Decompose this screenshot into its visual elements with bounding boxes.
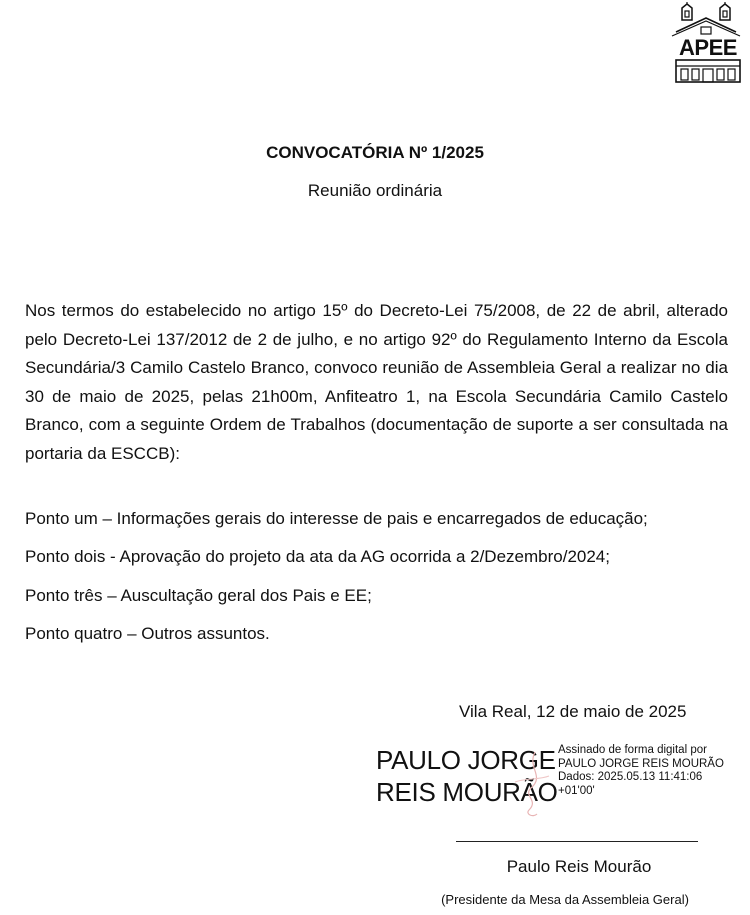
agenda-item: Ponto três – Auscultação geral dos Pais e EE; (25, 585, 372, 605)
agenda-item: Ponto dois - Aprovação do projeto da ata da AG ocorrida a 2/Dezembro/2024; (25, 547, 610, 567)
signature-line (456, 841, 698, 842)
signer-name: Paulo Reis Mourão (506, 857, 652, 876)
agenda-item: Ponto quatro – Outros assuntos. (25, 623, 270, 643)
apee-logo (668, 2, 748, 84)
logo-text: APEE (679, 35, 737, 60)
signature-detail-line: +01'00' (558, 784, 595, 797)
agenda-item: Ponto um – Informações gerais do interesse de pais e encarregados de educação; (25, 509, 648, 528)
signature-name-line2: REIS MOURÃO (376, 777, 558, 807)
place-date: Vila Real, 12 de maio de 2025 (459, 702, 687, 721)
digital-signature-details (558, 744, 748, 798)
body-paragraph: Nos termos do estabelecido no artigo 15º do Decreto-Lei 75/2008, de 22 de abril, alterado pelo Decreto-Lei 137/2012 de 2 de julho, e no artigo 92º do Regulamento Interno da Escola Secundária/3 Camilo Castelo Branco, convoco reunião de Assembleia Geral a realizar no dia 30 de maio de 2025, pelas 21h00m, Anfiteatro 1, na Escola Secundária Camilo Castelo Branco, com a seguinte Ordem de Trabalhos (documentação de suporte a ser consultada na portaria da ESCCB): (25, 301, 728, 463)
signer-role: (Presidente da Mesa da Assembleia Geral) (441, 892, 689, 907)
document-subtitle: Reunião ordinária (307, 181, 443, 200)
signature-name-line1: PAULO JORGE (376, 745, 556, 775)
signature-scribble-icon (505, 748, 555, 820)
signature-detail-line: PAULO JORGE REIS MOURÃO (558, 757, 724, 770)
signature-detail-line: Dados: 2025.05.13 11:41:06 (558, 771, 703, 783)
document-title: CONVOCATÓRIA Nº 1/2025 (266, 143, 484, 162)
agenda-list (25, 508, 735, 661)
signature-detail-line: Assinado de forma digital por (558, 744, 707, 756)
